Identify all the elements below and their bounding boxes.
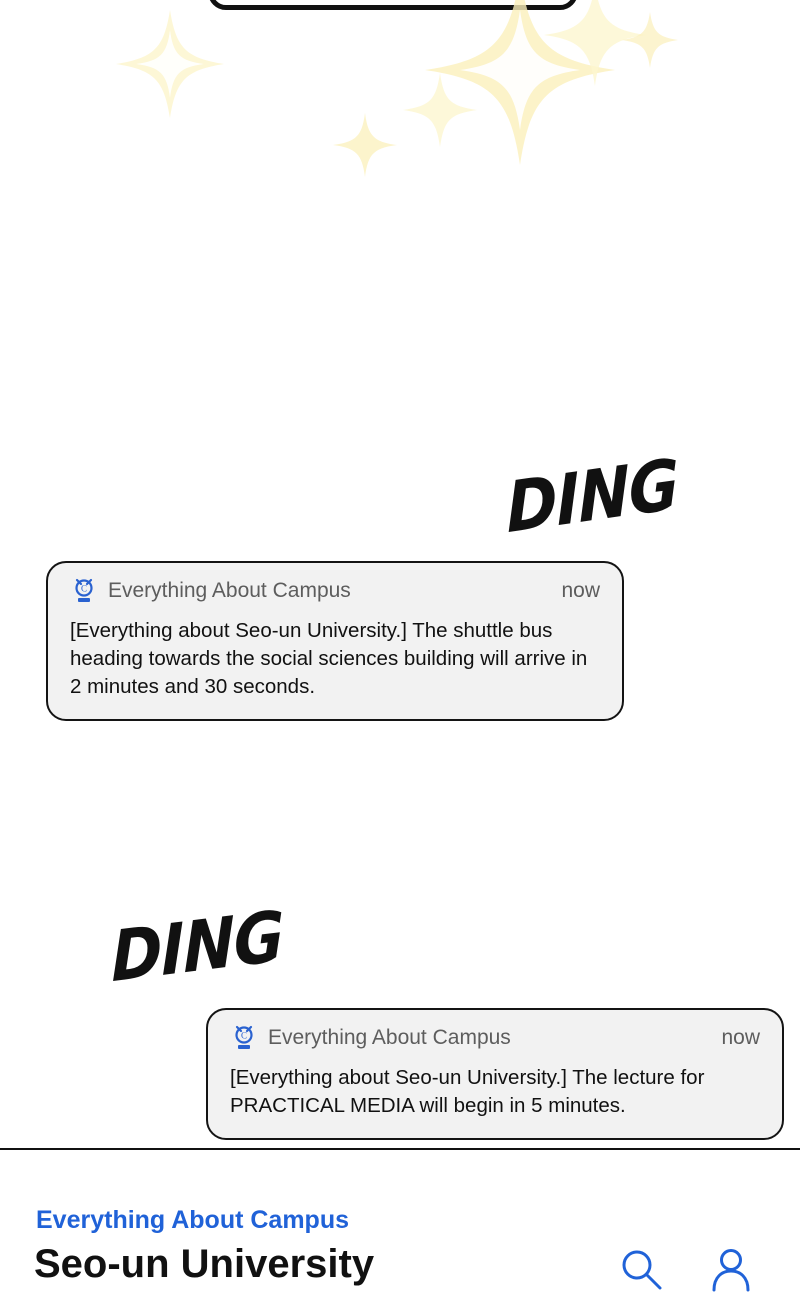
notification-header [230,1024,760,1052]
sparkle-icon [400,70,480,150]
notification-toast[interactable] [206,1008,784,1140]
notification-toast[interactable] [46,561,624,721]
app-header [0,1150,800,1286]
ding-sfx-top: DING [505,442,680,549]
notification-message: [Everything about Seo-un University.] The lecture for PRACTICAL MEDIA will begin in 5 minutes. [230,1066,705,1117]
search-icon[interactable] [618,1246,664,1292]
app-brand-label: Everything About Campus [36,1206,349,1234]
svg-text:C: C [80,583,88,594]
notification-app-name: Everything About Campus [268,1026,511,1049]
sparkle-icon [110,4,230,124]
sparkle-icon [620,10,680,70]
sparkle-icon [330,110,400,180]
campus-app-icon [230,1024,258,1052]
sparkle-icon [420,0,620,170]
campus-app-icon [70,577,98,605]
notification-time: now [721,1026,760,1049]
ding-sfx-bottom: DING [110,894,285,998]
upper-panel-frame [208,0,578,10]
profile-icon[interactable] [708,1246,754,1292]
notification-time: now [561,579,600,602]
sparkle-icon [540,0,650,90]
notification-app-name: Everything About Campus [108,579,351,602]
notification-message: [Everything about Seo-un University.] The shuttle bus heading towards the social sciences building will arrive in 2 minutes and 30 seconds. [70,619,588,698]
svg-text:C: C [240,1030,248,1041]
page-title: Seo-un University [34,1242,375,1286]
notification-header [70,577,600,605]
